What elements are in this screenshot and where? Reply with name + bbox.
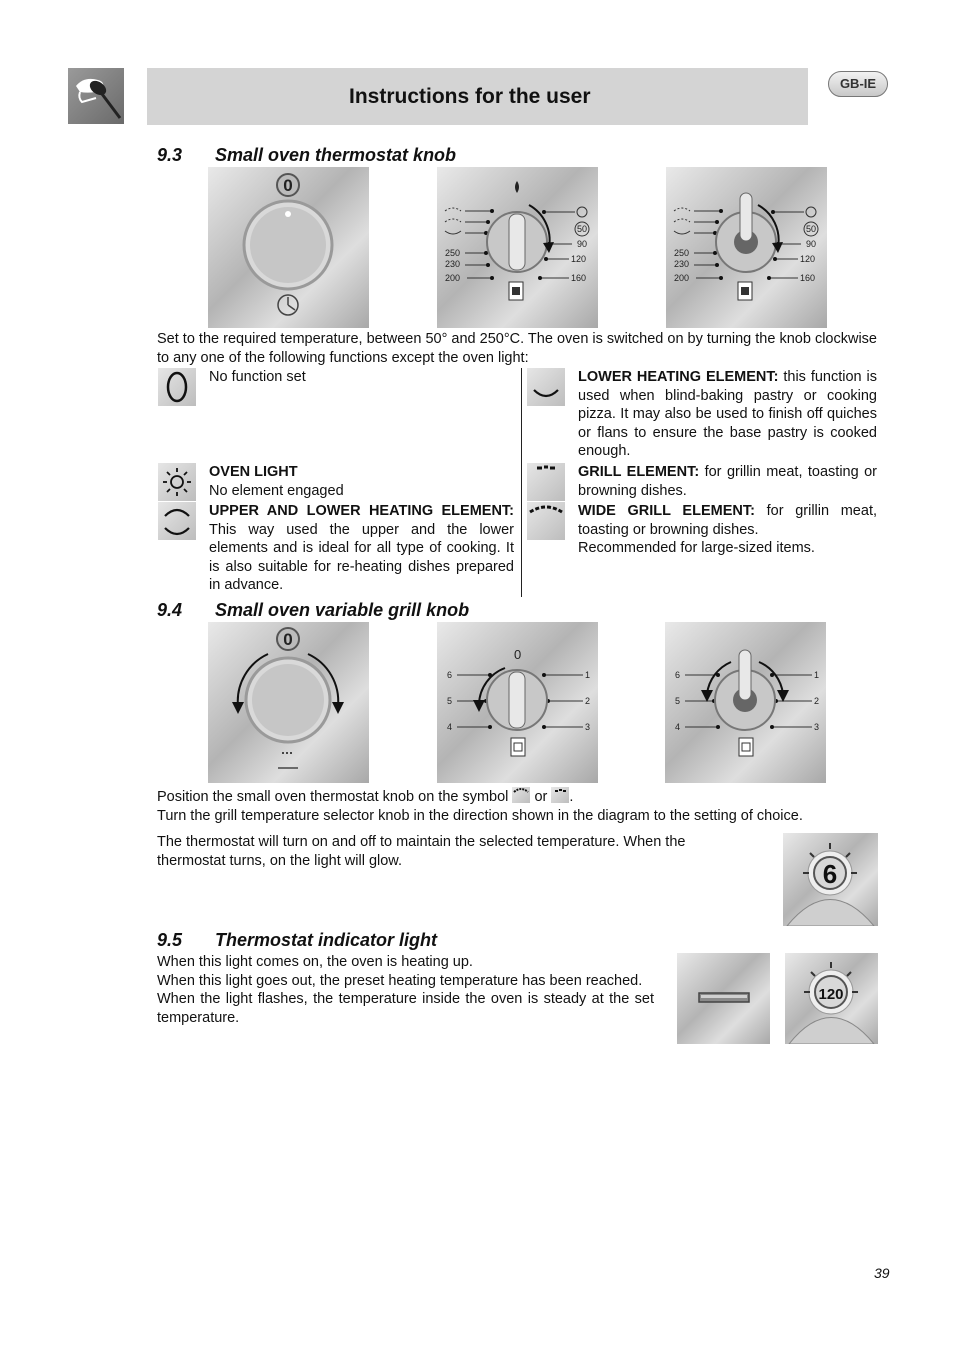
scale-50: 50 xyxy=(806,224,817,234)
no-function-icon xyxy=(158,368,196,406)
lower-heating-icon xyxy=(527,368,565,406)
upper-lower-title: UPPER AND LOWER HEATING ELEMENT: xyxy=(209,503,514,519)
grill-element-title: GRILL ELEMENT: xyxy=(578,464,700,480)
temperature-dial-value: 120 xyxy=(818,986,844,1003)
section-number: 9.5 xyxy=(157,930,183,950)
scale-6: 6 xyxy=(447,670,453,680)
wide-grill-title: WIDE GRILL ELEMENT: xyxy=(578,503,755,519)
scale-5: 5 xyxy=(675,696,681,706)
oven-light-title: OVEN LIGHT xyxy=(209,464,298,480)
no-function-text: No function set xyxy=(209,369,306,385)
grill-element-text: for grillin meat, toasting or browning dishes. xyxy=(578,464,877,499)
indicator-line-3: When the light flashes, the temperature inside the oven is steady at the set temperature. xyxy=(157,991,654,1026)
scale-160: 160 xyxy=(800,273,816,283)
scale-6: 6 xyxy=(675,670,681,680)
knob-zero-label: 0 xyxy=(283,176,293,195)
temperature-dial-photo xyxy=(785,953,878,1044)
lower-heating-text: this function is used when blind-baking pastry or cooking pizza. It may also be used to finish off quiches or flans to ensure the base pastry is cooked enough. xyxy=(578,369,877,459)
wide-grill-block xyxy=(578,502,877,558)
grill-knob-image xyxy=(208,622,369,783)
scale-4: 4 xyxy=(447,722,453,732)
scale-4: 4 xyxy=(675,722,681,732)
scale-160: 160 xyxy=(571,273,587,283)
scale-90: 90 xyxy=(806,239,817,249)
scale-2: 2 xyxy=(585,696,591,706)
upper-lower-block xyxy=(209,502,514,595)
thermostat-turned-image xyxy=(666,167,827,328)
grill-turned-image xyxy=(665,622,826,783)
scale-250: 250 xyxy=(445,248,461,258)
wide-grill-icon xyxy=(527,502,565,540)
page-title: Instructions for the user xyxy=(349,85,591,108)
grill-line-2: Turn the grill temperature selector knob in the direction shown in the diagram to the setting of choice. xyxy=(157,807,803,824)
scale-250: 250 xyxy=(674,248,690,258)
upper-lower-text: This way used the upper and the lower elements and is ideal for all type of cooking. It is also suitable for re-heating dishes prepared in advance. xyxy=(209,521,514,593)
column-divider xyxy=(521,368,522,597)
scale-3: 3 xyxy=(585,722,591,732)
scale-90: 90 xyxy=(577,239,588,249)
indicator-light-image xyxy=(677,953,770,1044)
grill-line-1: Position the small oven thermostat knob on the symbol xyxy=(157,789,509,805)
section-title: Small oven thermostat knob xyxy=(215,145,457,165)
scale-50: 50 xyxy=(577,224,588,234)
scale-0: 0 xyxy=(514,647,522,662)
grill-scale-image xyxy=(437,622,598,783)
scale-2: 2 xyxy=(814,696,820,706)
thermostat-knob-image xyxy=(208,167,369,328)
grill-element-icon xyxy=(527,463,565,501)
oven-light-icon xyxy=(158,463,196,501)
thermostat-paragraph: The thermostat will turn on and off to maintain the selected temperature. When the thermostat turns, on the light will glow. xyxy=(157,834,686,869)
scale-200: 200 xyxy=(445,273,461,283)
scale-5: 5 xyxy=(447,696,453,706)
scale-120: 120 xyxy=(800,254,816,264)
region-badge: GB-IE xyxy=(828,71,888,97)
grill-dial-photo xyxy=(783,833,878,926)
scale-120: 120 xyxy=(571,254,587,264)
upper-lower-heating-icon xyxy=(158,502,196,540)
knob-zero-label: 0 xyxy=(283,630,293,649)
grill-dial-value: 6 xyxy=(822,859,838,889)
scale-200: 200 xyxy=(674,273,690,283)
indicator-line-1: When this light comes on, the oven is heating up. xyxy=(157,954,473,970)
indicator-light-text xyxy=(157,953,654,1027)
scale-1: 1 xyxy=(585,670,591,680)
wide-grill-text-2: Recommended for large-sized items. xyxy=(578,540,815,556)
intro-paragraph: Set to the required temperature, between 50° and 250°C. The oven is switched on by turning the knob clockwise to any one of the following functions except the oven light: xyxy=(157,331,877,366)
lower-heating-block xyxy=(578,368,877,461)
section-title: Thermostat indicator light xyxy=(215,930,438,950)
scale-1: 1 xyxy=(814,670,820,680)
indicator-line-2: When this light goes out, the preset heating temperature has been reached. xyxy=(157,972,643,989)
oven-light-text: No element engaged xyxy=(209,482,344,499)
chef-logo-icon xyxy=(68,68,124,124)
grill-element-block xyxy=(578,463,877,500)
wide-grill-icon xyxy=(551,787,569,803)
grill-position-instructions xyxy=(157,787,877,825)
section-number: 9.3 xyxy=(157,145,183,165)
page-number: 39 xyxy=(874,1265,890,1281)
lower-heating-title: LOWER HEATING ELEMENT: xyxy=(578,369,779,385)
grill-element-icon xyxy=(512,787,530,803)
grill-line-or: or xyxy=(534,789,548,805)
scale-3: 3 xyxy=(814,722,820,732)
thermostat-scale-image xyxy=(437,167,598,328)
grill-line-end: . xyxy=(569,789,574,805)
section-number: 9.4 xyxy=(157,600,183,620)
scale-230: 230 xyxy=(445,259,461,269)
wide-grill-text: for grillin meat, toasting or browning dishes. xyxy=(578,503,877,538)
oven-light-block xyxy=(209,463,514,500)
section-title: Small oven variable grill knob xyxy=(215,600,470,620)
scale-230: 230 xyxy=(674,259,690,269)
